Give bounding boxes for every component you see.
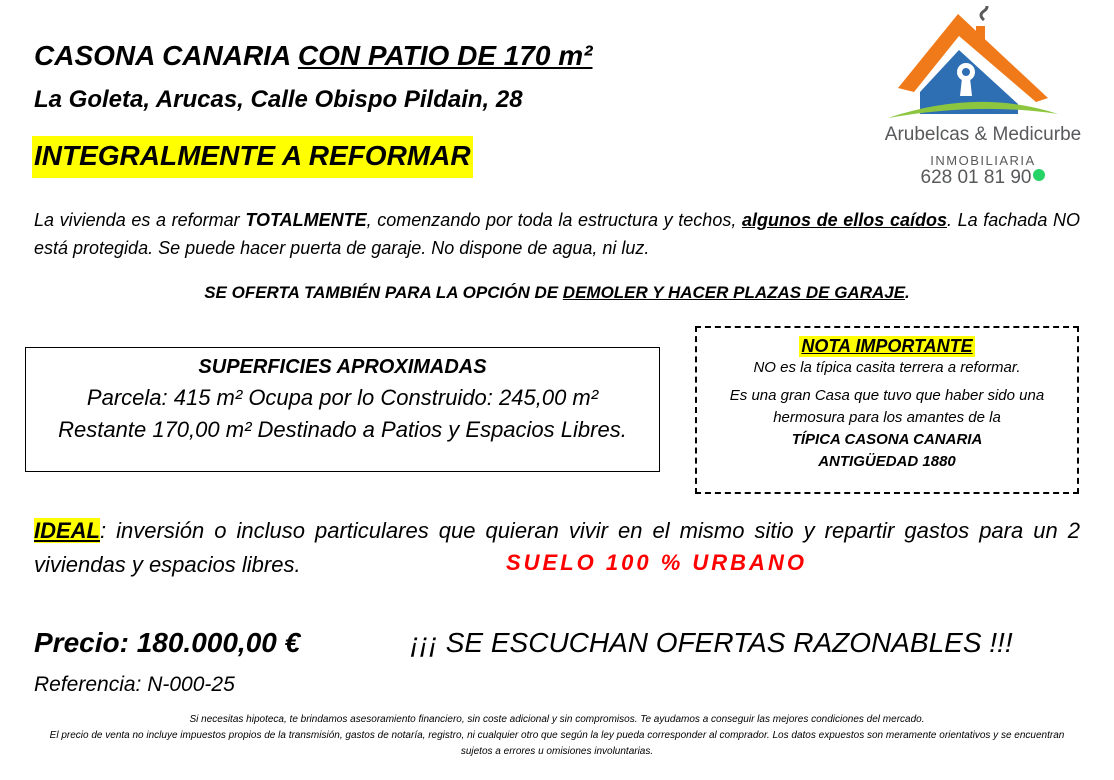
title-main: CASONA CANARIA [34,40,298,71]
important-note-box [695,326,1079,494]
demoler-suffix: . [905,283,910,302]
surfaces-title: SUPERFICIES APROXIMADAS [198,356,487,378]
urban-land-label: SUELO 100 % URBANO [506,550,807,575]
desc-text-1: La vivienda es a reformar [34,210,246,230]
surfaces-line-remaining: Restante 170,00 m² Destinado a Patios y Espacios Libres. [58,417,627,442]
company-name: Arubelcas & Medicurbe [884,124,1082,145]
desc-underlined-caidos: algunos de ellos caídos [741,210,947,230]
note-line-2: Es una gran Casa que tuvo que haber sido una [729,387,1045,404]
reform-banner: INTEGRALMENTE A REFORMAR [32,136,473,178]
title-patio: CON PATIO DE 170 m² [297,40,593,71]
surfaces-line-plot: Parcela: 415 m² Ocupa por lo Construido: 245,00 m² [86,385,599,410]
footer-disclaimer [40,712,1074,760]
desc-text-2: , comenzando por toda la estructura y techos, [366,210,742,230]
note-line-1: NO es la típica casita terrera a reformar. [753,359,1021,376]
whatsapp-icon [1033,169,1045,181]
demoler-underlined: DEMOLER Y HACER PLAZAS DE GARAJE [562,283,906,302]
description-paragraph [34,206,1080,262]
note-line-5: ANTIGÜEDAD 1880 [818,453,956,470]
note-line-3: hermosura para los amantes de la [773,409,1001,426]
company-phone [858,167,1108,189]
desc-bold-total: TOTALMENTE [245,210,367,230]
surfaces-box [25,347,660,472]
price: Precio: 180.000,00 € [34,627,301,658]
company-subtitle: INMOBILIARIA [930,153,1036,168]
listing-title [34,40,593,72]
footer-line-1: Si necesitas hipoteca, te brindamos asesoramiento financiero, sin coste adicional y sin compromisos. Te ayudamos a conseguir las mejores condiciones del mercado. [189,714,925,725]
ideal-text: : inversión o incluso particulares que quieran vivir en el mismo sitio y repartir gastos para un 2 viviendas y espacios libres. [34,518,1080,577]
demoler-prefix: SE OFERTA TAMBIÉN PARA LA OPCIÓN DE [204,283,563,302]
listing-address: La Goleta, Arucas, Calle Obispo Pildain, 28 [34,86,523,113]
footer-line-2: El precio de venta no incluye impuestos propios de la transmisión, gastos de notaría, registro, ni cualquier otro que según la ley pueda corresponder al comprador. Los datos expuestos son meramente orientativos y se encuentran sujetos a errores u omisiones involuntarias. [49,730,1065,757]
reference: Referencia: N-000-25 [34,673,235,696]
note-line-4: TÍPICA CASONA CANARIA [791,431,983,448]
desc-text-3: . La fachada NO está protegida. Se puede hacer puerta de garaje. No dispone de agua, ni luz. [34,210,1080,258]
demolition-offer [34,283,1080,303]
note-title: NOTA IMPORTANTE [801,336,973,356]
phone-number: 628 01 81 90 [920,167,1032,188]
offers-note: ¡¡¡ SE ESCUCHAN OFERTAS RAZONABLES !!! [410,627,1013,658]
ideal-label: IDEAL [34,518,100,543]
